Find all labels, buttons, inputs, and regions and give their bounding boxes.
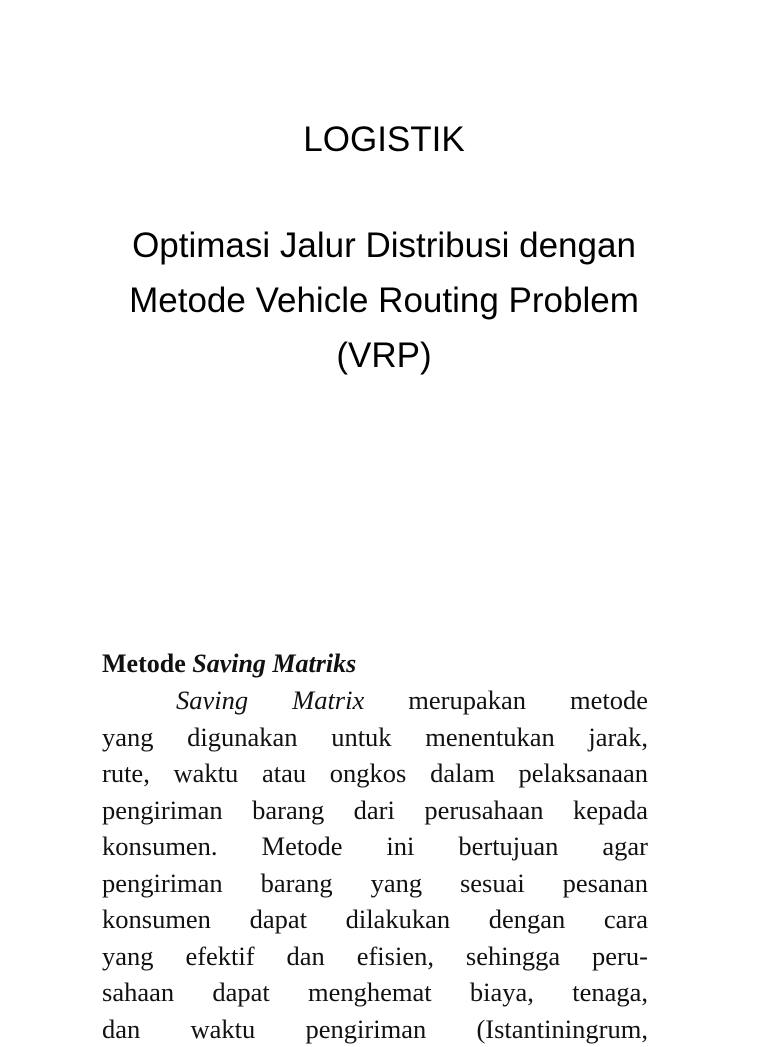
excerpt-word: yang [371, 865, 423, 902]
excerpt-word: dalam [430, 755, 495, 792]
excerpt-word: dari [354, 792, 395, 829]
excerpt-word: barang [252, 792, 324, 829]
excerpt-word: waktu [174, 755, 239, 792]
excerpt-word: pengiriman [102, 865, 223, 902]
excerpt-word: bertujuan [458, 828, 558, 865]
excerpt-word: Saving [176, 682, 248, 719]
excerpt-line [102, 1011, 648, 1047]
excerpt-word: Metode [262, 828, 343, 865]
excerpt-word: menentukan [425, 719, 555, 756]
excerpt-word: pesanan [563, 865, 648, 902]
excerpt-word: dilakukan [346, 901, 451, 938]
subtitle-line: Metode Vehicle Routing Problem [60, 273, 708, 328]
excerpt-word: sesuai [460, 865, 525, 902]
excerpt-word: agar [602, 828, 648, 865]
excerpt-word: merupakan [408, 682, 526, 719]
excerpt-word: konsumen [102, 901, 211, 938]
excerpt-word: menghemat [308, 974, 432, 1011]
excerpt-word: efisien, [357, 938, 434, 975]
slide-title: LOGISTIK [0, 118, 768, 162]
excerpt-line [102, 719, 648, 756]
excerpt-word: atau [262, 755, 306, 792]
excerpt-word: metode [570, 682, 648, 719]
excerpt-word: digunakan [187, 719, 297, 756]
excerpt-word: efektif [185, 938, 254, 975]
excerpt-line [102, 865, 648, 902]
excerpt-word: ini [386, 828, 414, 865]
excerpt-word: pengiriman [102, 792, 223, 829]
excerpt-word: dan [287, 938, 325, 975]
subtitle-line: (VRP) [60, 328, 708, 383]
excerpt-word: barang [261, 865, 333, 902]
excerpt-line [102, 682, 648, 719]
excerpt-word: dan [102, 1011, 140, 1047]
excerpt-line [102, 974, 648, 1011]
excerpt-word: dapat [250, 901, 307, 938]
excerpt-word: biaya, [470, 974, 534, 1011]
excerpt-word: yang [102, 719, 154, 756]
excerpt-word: sehingga [466, 938, 560, 975]
excerpt-line [102, 755, 648, 792]
excerpt-word: pelaksanaan [519, 755, 649, 792]
excerpt-word: dapat [212, 974, 269, 1011]
excerpt-word: dengan [489, 901, 566, 938]
excerpt-word: tenaga, [572, 974, 648, 1011]
slide-subtitle [60, 218, 708, 383]
excerpt-word: sahaan [102, 974, 174, 1011]
excerpt-word: Matrix [292, 682, 364, 719]
subtitle-line: Optimasi Jalur Distribusi dengan [60, 218, 708, 273]
excerpt-word: konsumen. [102, 828, 218, 865]
excerpt-word: ongkos [330, 755, 407, 792]
excerpt-word: kepada [573, 792, 648, 829]
excerpt-line [102, 828, 648, 865]
excerpt-line [102, 901, 648, 938]
excerpt-word: untuk [331, 719, 391, 756]
excerpt-word: perusahaan [424, 792, 543, 829]
excerpt-word: peru- [592, 938, 648, 975]
scanned-text-excerpt [102, 646, 648, 1024]
excerpt-line [102, 792, 648, 829]
excerpt-heading-italic: Saving Matriks [192, 649, 356, 678]
excerpt-word: waktu [191, 1011, 256, 1047]
excerpt-word: jarak, [588, 719, 648, 756]
excerpt-word: rute, [102, 755, 150, 792]
excerpt-line [102, 938, 648, 975]
excerpt-word: yang [102, 938, 154, 975]
excerpt-heading [102, 646, 648, 682]
excerpt-word: pengiriman [306, 1011, 427, 1047]
excerpt-heading-bold: Metode [102, 649, 192, 678]
excerpt-word: cara [604, 901, 648, 938]
excerpt-word: (Istantiningrum, [476, 1011, 648, 1047]
